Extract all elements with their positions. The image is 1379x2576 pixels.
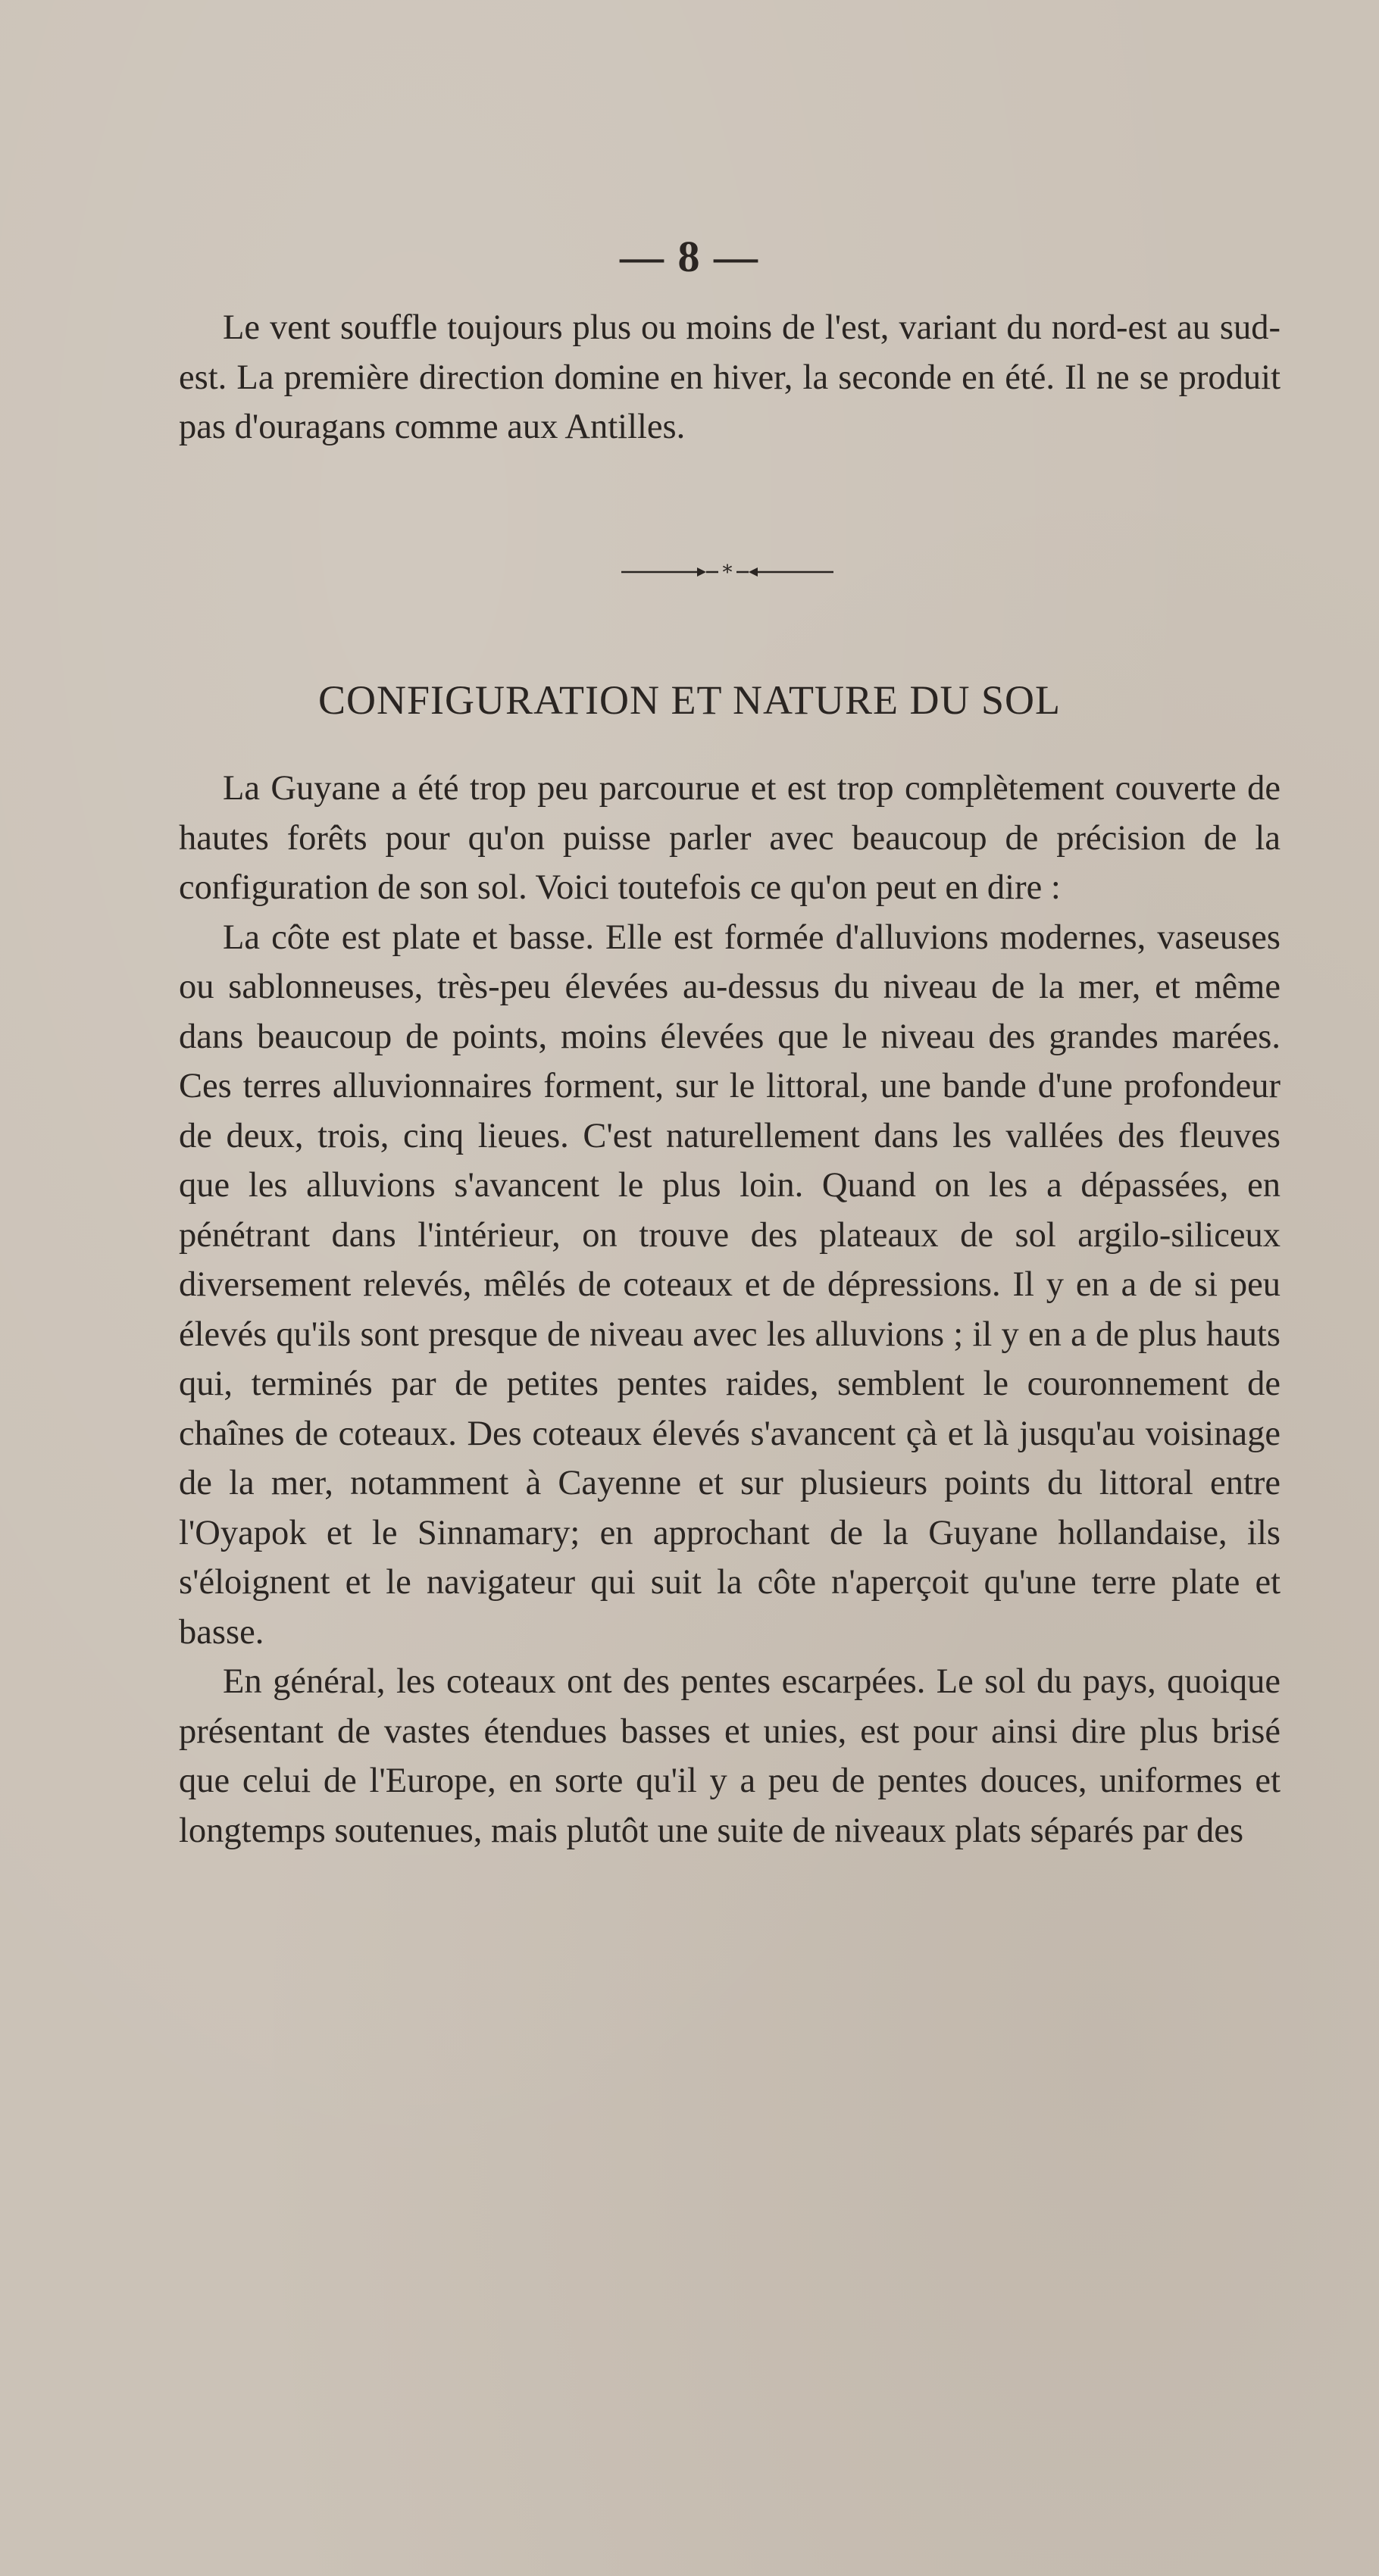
intro-paragraph: Le vent souffle toujours plus ou moins de l'est, variant du nord-est au sud-est. La première direction domine en hiver, la seconde en été. Il ne se produit pas d'ouragans comme aux Antilles.	[179, 308, 1280, 446]
page-number: — 8 —	[620, 232, 759, 281]
section-body	[179, 764, 1280, 1855]
divider-ornament-icon	[621, 561, 833, 583]
intro-text-block	[179, 303, 1280, 452]
paragraph-1: La Guyane a été trop peu parcourue et est trop complètement couverte de hautes forêts pour qu'on puisse parler avec beaucoup de précision de la configuration de son sol. Voici toutefois ce qu'on peut en dire :	[179, 769, 1280, 907]
svg-text:*: *	[722, 561, 733, 583]
paragraph-2: La côte est plate et basse. Elle est formée d'alluvions modernes, vaseuses ou sablonneuses, très-peu élevées au-dessus du niveau de la mer, et même dans beaucoup de points, moins élevées que le niveau des grandes marées. Ces terres alluvionnaires forment, sur le littoral, une bande d'une profondeur de deux, trois, cinq lieues. C'est naturellement dans les vallées des fleuves que les alluvions s'avancent le plus loin. Quand on les a dépassées, en pénétrant dans l'intérieur, on trouve des plateaux de sol argilo-siliceux diversement relevés, mêlés de coteaux et de dépressions. Il y en a de si peu élevés qu'ils sont presque de niveau avec les alluvions ; il y en a de plus hauts qui, terminés par de petites pentes raides, semblent le couronnement de chaînes de coteaux. Des coteaux élevés s'avancent çà et là jusqu'au voisinage de la mer, notamment à Cayenne et sur plusieurs points du littoral entre l'Oyapok et le Sinnamary; en approchant de la Guyane hollandaise, ils s'éloignent et le navigateur qui suit la côte n'aperçoit qu'une terre plate et basse.	[179, 918, 1280, 1652]
paragraph-3: En général, les coteaux ont des pentes escarpées. Le sol du pays, quoique présentant de vastes étendues basses et unies, est pour ainsi dire plus brisé que celui de l'Europe, en sorte qu'il y a peu de pentes douces, uniformes et longtemps soutenues, mais plutôt une suite de niveaux plats séparés par des	[179, 1662, 1280, 1850]
section-title: CONFIGURATION ET NATURE DU SOL	[317, 677, 1061, 723]
